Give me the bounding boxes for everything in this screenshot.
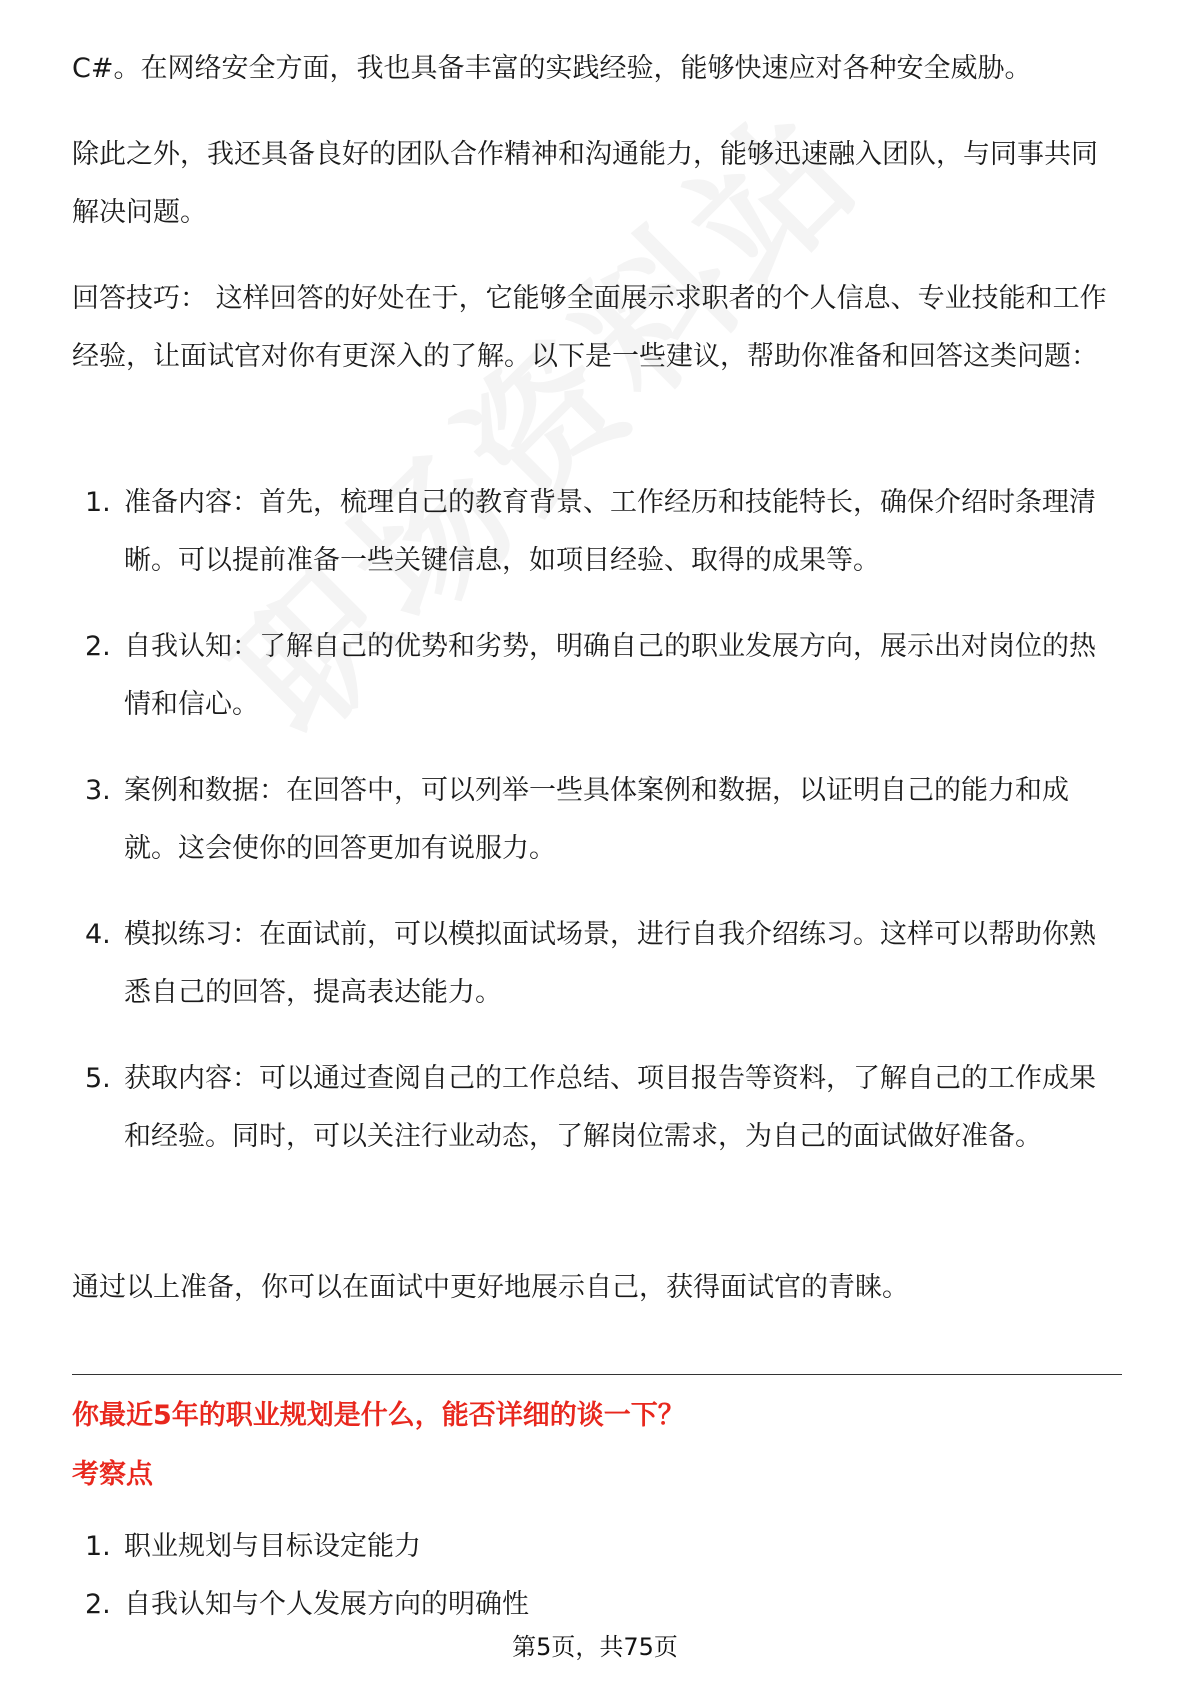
list-item-number: 1. [85, 487, 111, 518]
list-item [72, 1050, 1122, 1166]
list-item-number: 3. [85, 775, 111, 806]
question-heading: 你最近5年的职业规划是什么，能否详细的谈一下？ [72, 1400, 685, 1431]
list-item [72, 1518, 1122, 1576]
paragraph-closing: 通过以上准备，你可以在面试中更好地展示自己，获得面试官的青睐。 [72, 1272, 909, 1303]
list-item-text: 准备内容：首先，梳理自己的教育背景、工作经历和技能特长，确保介绍时条理清晰。可以提前准备一些关键信息，如项目经验、取得的成果等。 [124, 487, 1096, 576]
list-item-number: 2. [85, 1589, 111, 1620]
list-item-text: 案例和数据：在回答中，可以列举一些具体案例和数据，以证明自己的能力和成就。这会使你的回答更加有说服力。 [124, 775, 1069, 864]
list-item-number: 4. [85, 919, 111, 950]
list-item [72, 906, 1122, 1022]
list-item-text: 模拟练习：在面试前，可以模拟面试场景，进行自我介绍练习。这样可以帮助你熟悉自己的回答，提高表达能力。 [124, 919, 1096, 1008]
list-item [72, 618, 1122, 734]
page-footer: 第5页，共75页 [512, 1633, 678, 1661]
list-item-text: 获取内容：可以通过查阅自己的工作总结、项目报告等资料，了解自己的工作成果和经验。同时，可以关注行业动态，了解岗位需求，为自己的面试做好准备。 [124, 1063, 1096, 1152]
assessment-points-list [72, 1518, 1122, 1634]
list-item-text: 自我认知与个人发展方向的明确性 [124, 1589, 529, 1620]
list-item [72, 474, 1122, 590]
paragraph-answer-tips: 回答技巧： 这样回答的好处在于，它能够全面展示求职者的个人信息、专业技能和工作经验，让面试官对你有更深入的了解。以下是一些建议，帮助你准备和回答这类问题： [72, 283, 1107, 372]
tips-list [72, 474, 1122, 1194]
section-divider [72, 1374, 1122, 1375]
section-title-assessment-points: 考察点 [72, 1459, 153, 1490]
list-item-number: 2. [85, 631, 111, 662]
list-item-text: 职业规划与目标设定能力 [124, 1531, 421, 1562]
paragraph-security-experience: C#。在网络安全方面，我也具备丰富的实践经验，能够快速应对各种安全威胁。 [72, 53, 1032, 84]
paragraph-teamwork: 除此之外，我还具备良好的团队合作精神和沟通能力，能够迅速融入团队，与同事共同解决问题。 [72, 139, 1098, 228]
list-item [72, 1576, 1122, 1634]
list-item-text: 自我认知：了解自己的优势和劣势，明确自己的职业发展方向，展示出对岗位的热情和信心。 [124, 631, 1096, 720]
list-item [72, 762, 1122, 878]
list-item-number: 1. [85, 1531, 111, 1562]
list-item-number: 5. [85, 1063, 111, 1094]
